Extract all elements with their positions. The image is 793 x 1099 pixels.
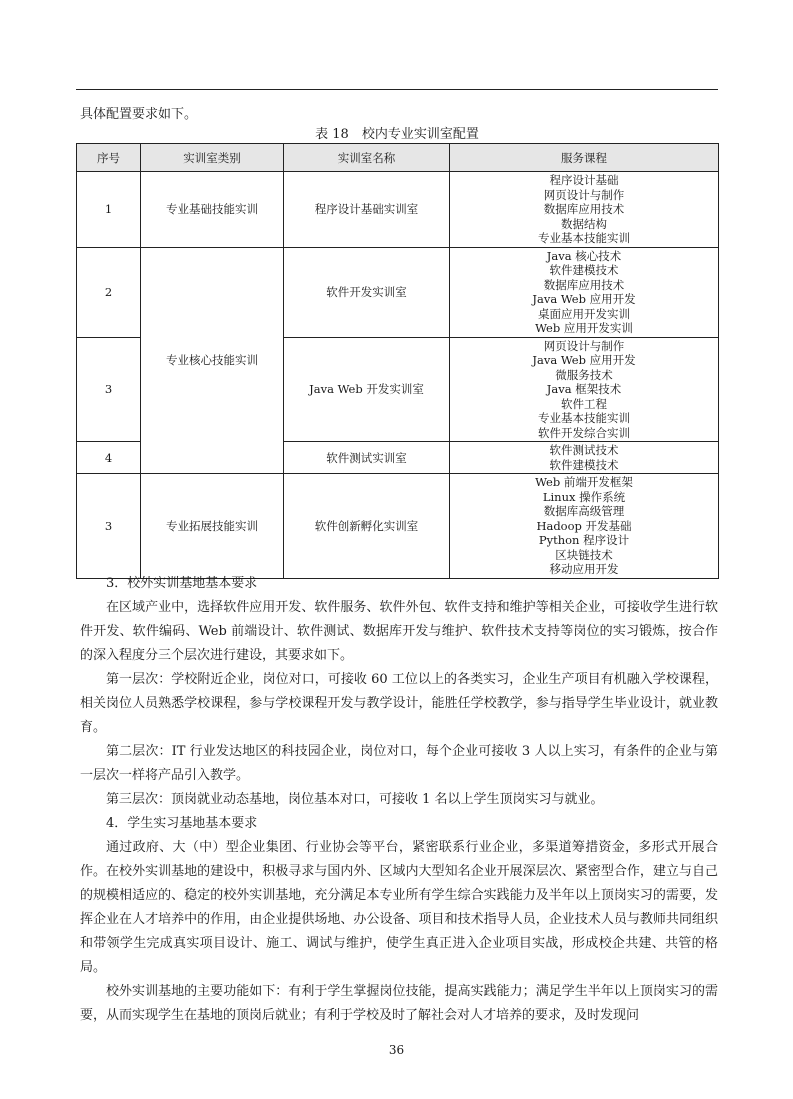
lab-config-table [76, 143, 719, 579]
row-courses [450, 172, 719, 248]
course-item: 桌面应用开发实训 [538, 306, 630, 321]
course-item: 软件工程 [561, 396, 607, 411]
course-item: Java Web 应用开发 [532, 292, 636, 306]
course-item: Linux 操作系统 [542, 489, 626, 504]
row-no: 1 [77, 172, 141, 248]
row-room: 软件创新孵化实训室 [284, 474, 450, 579]
course-item: 软件开发综合实训 [538, 425, 630, 440]
course-item: 数据结构 [561, 216, 607, 231]
paragraph: 第二层次：IT 行业发达地区的科技园企业，岗位对口，每个企业可接收 3 人以上实习，有条件的企业与第一层次一样将产品引入教学。 [80, 744, 718, 783]
course-item: Web 应用开发实训 [535, 321, 633, 335]
header-category: 实训室类别 [141, 144, 284, 172]
row-no: 3 [77, 337, 141, 442]
paragraph: 第一层次：学校附近企业，岗位对口，可接收 60 工位以上的各类实习，企业生产项目有机融入学校课程，相关岗位人员熟悉学校课程，参与学校课程开发与教学设计，能胜任学校教学，参与指导学生毕业设计，就业教育。 [80, 672, 718, 735]
row-category: 专业拓展技能实训 [141, 474, 284, 579]
header-no: 序号 [77, 144, 141, 172]
course-item: 软件建模技术 [549, 263, 619, 277]
header-courses: 服务课程 [450, 144, 719, 172]
row-no: 2 [77, 247, 141, 337]
row-category: 专业核心技能实训 [141, 247, 284, 474]
course-item: 移动应用开发 [549, 562, 619, 576]
course-item: 网页设计与制作 [543, 338, 625, 353]
page-number: 36 [388, 1043, 405, 1057]
course-item: 区块链技术 [555, 547, 613, 562]
course-item: 程序设计基础 [549, 173, 619, 187]
row-room: Java Web 开发实训室 [284, 337, 450, 442]
row-courses [450, 474, 719, 579]
course-item: 微服务技术 [555, 367, 613, 382]
course-item: Java Web 应用开发 [532, 353, 636, 367]
table-row [77, 474, 719, 579]
course-item: 数据库应用技术 [543, 277, 625, 292]
table-header-row [77, 144, 719, 172]
row-courses [450, 337, 719, 442]
header-room: 实训室名称 [284, 144, 450, 172]
table-row [77, 172, 719, 248]
table-row [77, 247, 719, 337]
row-room: 软件开发实训室 [284, 247, 450, 337]
row-courses [450, 442, 719, 474]
course-item: 软件测试技术 [549, 443, 619, 457]
row-category: 专业基础技能实训 [141, 172, 284, 248]
paragraph: 第三层次：顶岗就业动态基地，岗位基本对口，可接收 1 名以上学生顶岗实习与就业。 [106, 792, 604, 807]
table-caption: 表 18 校内专业实训室配置 [315, 127, 479, 142]
paragraph: 通过政府、大（中）型企业集团、行业协会等平台，紧密联系行业企业，多渠道筹措资金，多形式开展合作。在校外实训基地的建设中，积极寻求与国内外、区域内大型知名企业开展深层次、紧密型合作，建立与自己的规模相适应的、稳定的校外实训基地，充分满足本专业所有学生综合实践能力及半年以上顶岗实习的需要，发挥企业在人才培养中的作用，由企业提供场地、办公设备、项目和技术指导人员，企业技术人员与教师共同组织和带领学生完成真实项目设计、施工、调试与维护，使学生真正进入企业项目实战，形成校企共建、共管的格局。 [80, 840, 718, 975]
course-item: 数据库应用技术 [543, 202, 625, 216]
body-text [80, 572, 718, 1028]
course-item: 软件建模技术 [549, 457, 619, 472]
course-item: Python 程序设计 [538, 533, 630, 547]
course-item: 专业基本技能实训 [538, 231, 630, 245]
row-no: 3 [77, 474, 141, 579]
course-item: 数据库高级管理 [543, 504, 625, 518]
course-item: Hadoop 开发基础 [536, 518, 632, 533]
course-item: 专业基本技能实训 [538, 411, 630, 425]
header-rule [76, 89, 718, 90]
section-heading: 3．校外实训基地基本要求 [106, 576, 258, 591]
intro-text: 具体配置要求如下。 [80, 107, 198, 122]
row-no: 4 [77, 442, 141, 474]
course-item: Java 核心技术 [546, 248, 622, 263]
row-room: 软件测试实训室 [284, 442, 450, 474]
course-item: 网页设计与制作 [543, 187, 625, 202]
row-room: 程序设计基础实训室 [284, 172, 450, 248]
paragraph: 校外实训基地的主要功能如下：有利于学生掌握岗位技能，提高实践能力；满足学生半年以上顶岗实习的需要，从而实现学生在基地的顶岗后就业；有利于学校及时了解社会对人才培养的要求，及时发现问 [80, 984, 718, 1023]
course-item: Java 框架技术 [546, 382, 622, 396]
paragraph: 在区域产业中，选择软件应用开发、软件服务、软件外包、软件支持和维护等相关企业，可接收学生进行软件开发、软件编码、Web 前端设计、软件测试、数据库开发与维护、软件技术支持等岗位的实习锻炼，按合作的深入程度分三个层次进行建设，其要求如下。 [80, 600, 718, 663]
section-heading: 4．学生实习基地基本要求 [106, 816, 258, 831]
course-item: Web 前端开发框架 [535, 475, 633, 489]
row-courses [450, 247, 719, 337]
